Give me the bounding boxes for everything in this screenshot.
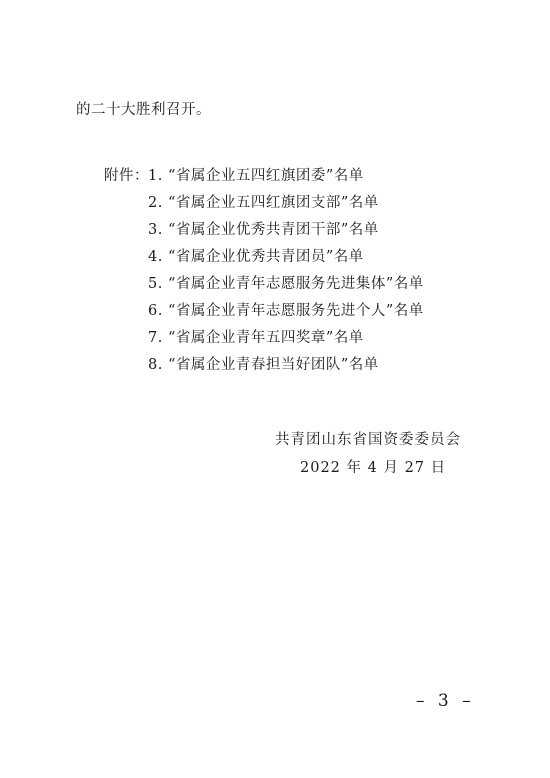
attachment-item: 2. “省属企业五四红旗团支部”名单 xyxy=(148,195,379,211)
body-paragraph-tail: 的二十大胜利召开。 xyxy=(76,102,211,118)
attachment-item: 7. “省属企业青年五四奖章”名单 xyxy=(148,330,364,346)
attachment-item: 4. “省属企业优秀共青团员”名单 xyxy=(148,249,364,265)
signing-date: 2022 年 4 月 27 日 xyxy=(300,460,447,476)
attachment-item: 5. “省属企业青年志愿服务先进集体”名单 xyxy=(148,276,424,292)
attachment-item: 6. “省属企业青年志愿服务先进个人”名单 xyxy=(148,303,424,319)
page-number: – 3 – xyxy=(416,691,475,711)
attachment-item: 8. “省属企业青春担当好团队”名单 xyxy=(148,357,379,373)
attachment-item: 3. “省属企业优秀共青团干部”名单 xyxy=(148,222,379,238)
attachment-item: 1. “省属企业五四红旗团委”名单 xyxy=(148,168,364,184)
signing-organization: 共青团山东省国资委委员会 xyxy=(275,432,461,448)
attachments-label: 附件： xyxy=(104,168,149,184)
